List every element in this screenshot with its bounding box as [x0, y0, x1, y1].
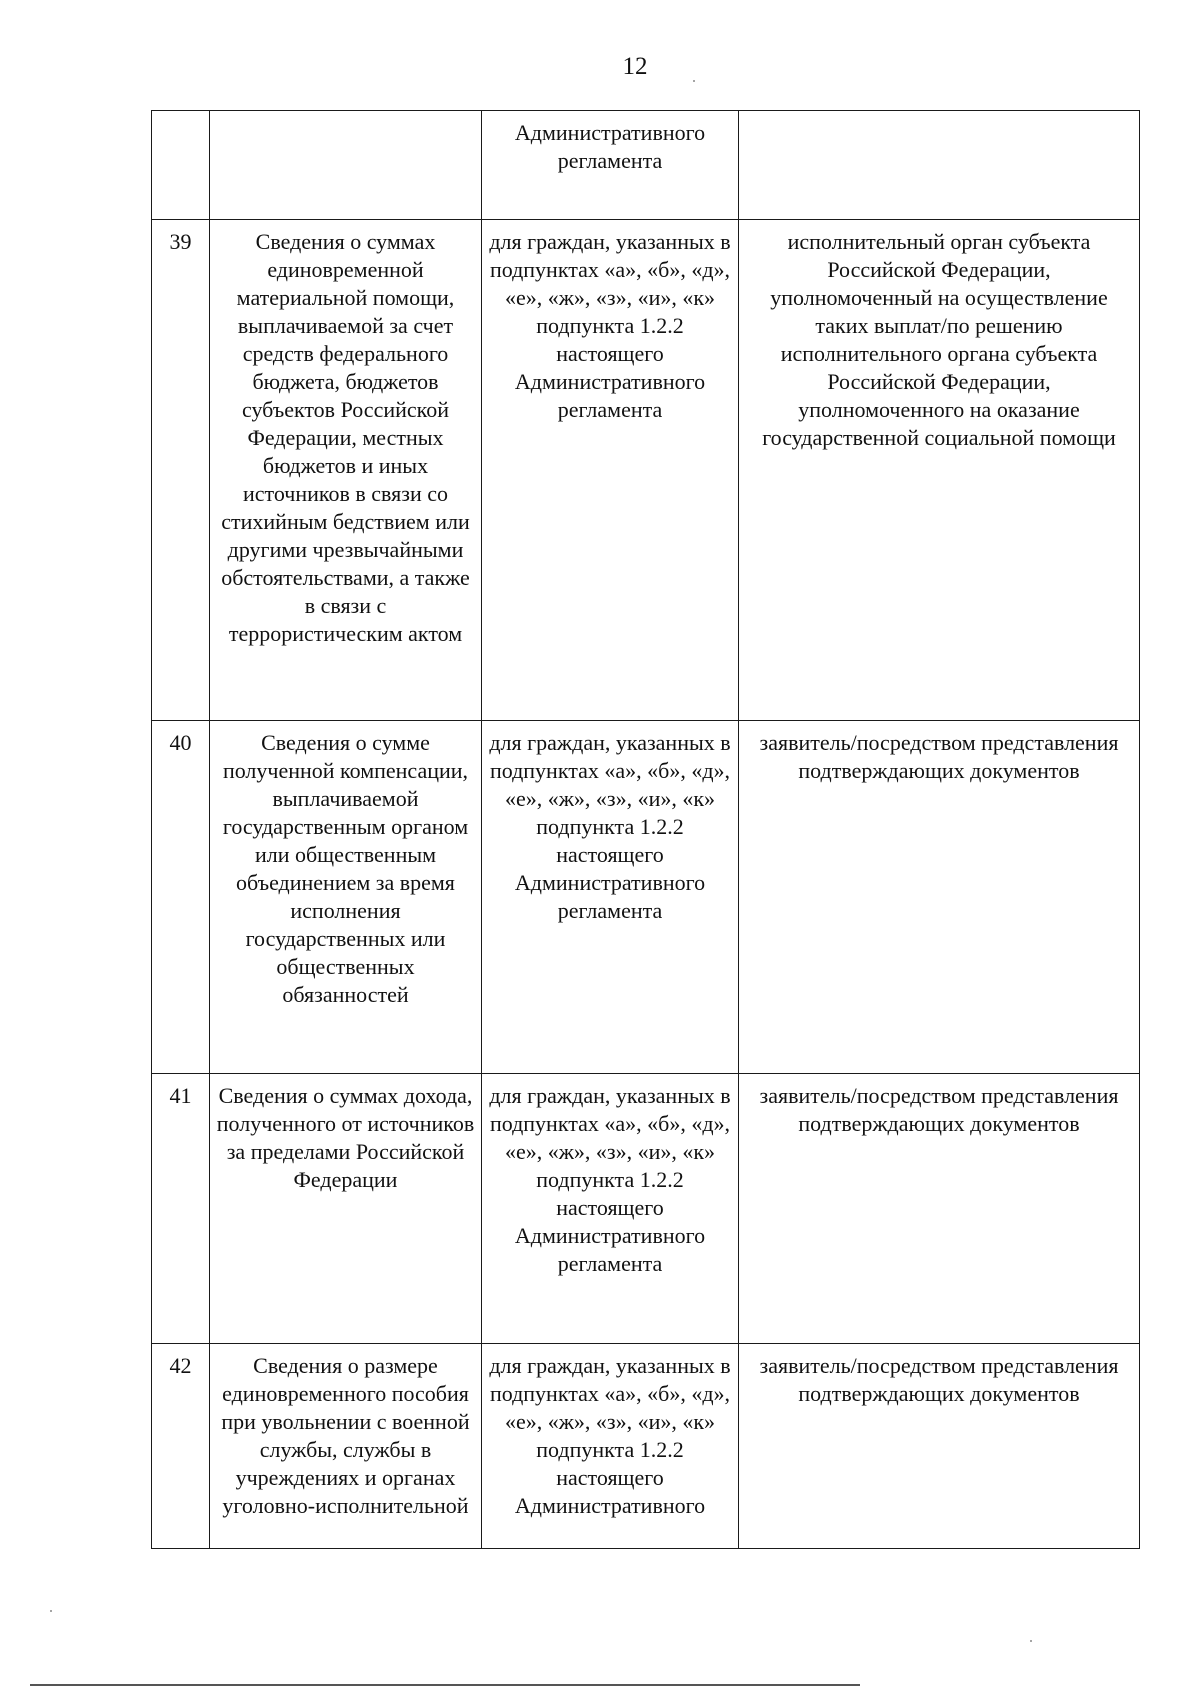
- source-cell: [739, 111, 1140, 220]
- row-number-cell: [152, 111, 210, 220]
- scan-speck: [50, 1610, 52, 1612]
- row-number-cell: 40: [152, 721, 210, 1074]
- document-name-cell: Сведения о размере единовременного пособия при увольнении с военной службы, службы в учреждениях и органах уголовно-исполнительной: [210, 1344, 482, 1549]
- table-row: [152, 220, 1140, 721]
- source-cell: заявитель/посредством представления подтверждающих документов: [739, 721, 1140, 1074]
- source-cell: заявитель/посредством представления подтверждающих документов: [739, 1074, 1140, 1344]
- page-number: 12: [622, 53, 648, 80]
- scan-speck: [693, 80, 695, 82]
- applicants-cell: для граждан, указанных в подпунктах «а», «б», «д», «е», «ж», «з», «и», «к» подпункта 1.2.2 настоящего Административного: [482, 1344, 739, 1549]
- row-number-cell: 42: [152, 1344, 210, 1549]
- document-name-cell: [210, 111, 482, 220]
- table-row: [152, 1344, 1140, 1549]
- source-cell: исполнительный орган субъекта Российской Федерации, уполномоченный на осуществление таких выплат/по решению исполнительного органа субъекта Российской Федерации, уполномоченного на оказание государственной социальной помощи: [739, 220, 1140, 721]
- applicants-cell: для граждан, указанных в подпунктах «а», «б», «д», «е», «ж», «з», «и», «к» подпункта 1.2.2 настоящего Административного регламента: [482, 1074, 739, 1344]
- documents-table: [151, 110, 1140, 1549]
- applicants-cell: для граждан, указанных в подпунктах «а», «б», «д», «е», «ж», «з», «и», «к» подпункта 1.2.2 настоящего Административного регламента: [482, 721, 739, 1074]
- table-row: [152, 1074, 1140, 1344]
- document-name-cell: Сведения о суммах единовременной материальной помощи, выплачиваемой за счет средств федерального бюджета, бюджетов субъектов Российской Федерации, местных бюджетов и иных источников в связи со стихийным бедствием или другими чрезвычайными обстоятельствами, а также в связи с террористическим актом: [210, 220, 482, 721]
- source-cell: заявитель/посредством представления подтверждающих документов: [739, 1344, 1140, 1549]
- applicants-cell: Административного регламента: [482, 111, 739, 220]
- scan-speck: [1030, 1640, 1032, 1642]
- document-name-cell: Сведения о сумме полученной компенсации, выплачиваемой государственным органом или общественным объединением за время исполнения государственных или общественных обязанностей: [210, 721, 482, 1074]
- document-name-cell: Сведения о суммах дохода, полученного от источников за пределами Российской Федерации: [210, 1074, 482, 1344]
- table-row: [152, 721, 1140, 1074]
- table-row: [152, 111, 1140, 220]
- applicants-cell: для граждан, указанных в подпунктах «а», «б», «д», «е», «ж», «з», «и», «к» подпункта 1.2.2 настоящего Административного регламента: [482, 220, 739, 721]
- row-number-cell: 41: [152, 1074, 210, 1344]
- row-number-cell: 39: [152, 220, 210, 721]
- scan-edge-line: [30, 1684, 860, 1686]
